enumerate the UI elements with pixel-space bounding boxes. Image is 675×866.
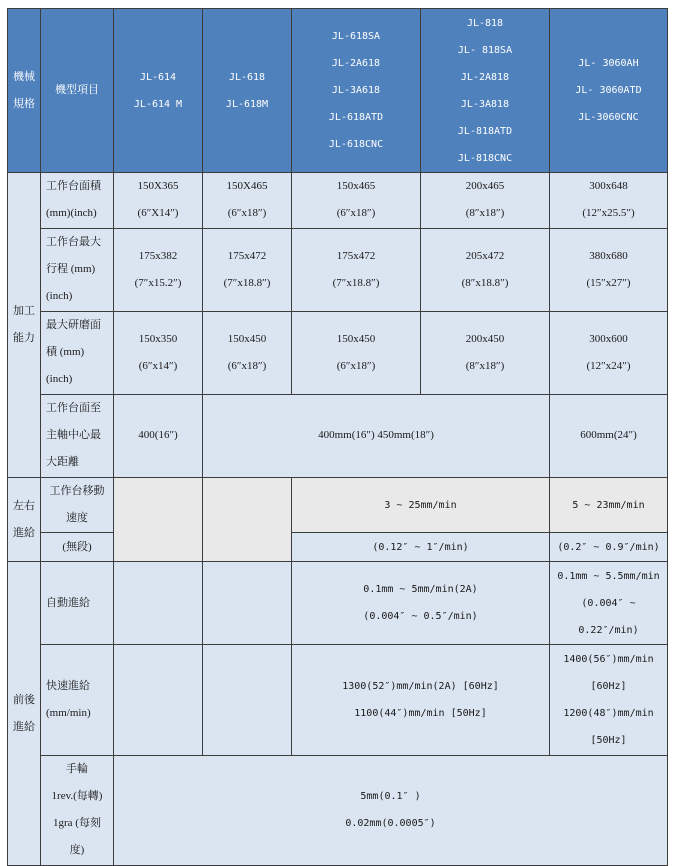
lr-stepless-row: [8, 533, 668, 562]
lr-empty-cell-2: [203, 478, 292, 562]
max-grinding-cell-5: 300x600 (12″x24″): [550, 311, 668, 394]
model-header-4: JL-818 JL- 818SA JL-2A818 JL-3A818 JL-818ATD JL-818CNC: [421, 9, 550, 173]
table-area-cell-2: 150X465 (6″x18″): [203, 173, 292, 228]
table-area-cell-3: 150x465 (6″x18″): [292, 173, 421, 228]
section-capacity: 加工 能力: [8, 173, 41, 478]
model-header-1: JL-614 JL-614 M: [114, 9, 203, 173]
spindle-distance-cell-mid: 400mm(16″) 450mm(18″): [203, 394, 550, 477]
auto-feed-row: [8, 562, 668, 645]
spindle-distance-cell-5: 600mm(24″): [550, 394, 668, 477]
label-lr-speed: 工作台移動 速度: [41, 478, 114, 533]
table-area-cell-4: 200x465 (8″x18″): [421, 173, 550, 228]
max-travel-cell-4: 205x472 (8″x18.8″): [421, 228, 550, 311]
corner-header: 機械 規格: [8, 9, 41, 173]
spec-table: [7, 8, 668, 866]
rapid-feed-mid: 1300(52″)mm/min(2A) [60Hz] 1100(44″)mm/min [50Hz]: [292, 645, 550, 755]
auto-feed-right: 0.1mm ~ 5.5mm/min (0.004″ ~ 0.22″/min): [550, 562, 668, 645]
max-travel-cell-5: 380x680 (15″x27″): [550, 228, 668, 311]
max-travel-cell-2: 175x472 (7″x18.8″): [203, 228, 292, 311]
rapid-feed-cell-1: [114, 645, 203, 755]
lr-speed-right: 5 ~ 23mm/min: [550, 478, 668, 533]
label-max-grinding: 最大研磨面 積 (mm) (inch): [41, 311, 114, 394]
handwheel-row: [8, 755, 668, 865]
table-area-cell-5: 300x648 (12″x25.5″): [550, 173, 668, 228]
auto-feed-cell-1: [114, 562, 203, 645]
max-travel-cell-3: 175x472 (7″x18.8″): [292, 228, 421, 311]
max-grinding-cell-3: 150x450 (6″x18″): [292, 311, 421, 394]
table-area-row: [8, 173, 668, 228]
lr-speed-mid: 3 ~ 25mm/min: [292, 478, 550, 533]
model-header-5: JL- 3060AH JL- 3060ATD JL-3060CNC: [550, 9, 668, 173]
label-auto-feed: 自動進給: [41, 562, 114, 645]
max-travel-cell-1: 175x382 (7″x15.2″): [114, 228, 203, 311]
rapid-feed-row: [8, 645, 668, 755]
rapid-feed-right: 1400(56″)mm/min [60Hz] 1200(48″)mm/min [50Hz]: [550, 645, 668, 755]
max-grinding-cell-2: 150x450 (6″x18″): [203, 311, 292, 394]
label-rapid-feed: 快速進給 (mm/min): [41, 645, 114, 755]
rapid-feed-cell-2: [203, 645, 292, 755]
lr-stepless-mid: (0.12″ ~ 1″/min): [292, 533, 550, 562]
max-travel-row: [8, 228, 668, 311]
max-grinding-row: [8, 311, 668, 394]
section-fb-feed: 前後 進給: [8, 562, 41, 866]
lr-empty-cell-1: [114, 478, 203, 562]
spindle-distance-cell-1: 400(16″): [114, 394, 203, 477]
model-header-2: JL-618 JL-618M: [203, 9, 292, 173]
label-spindle-distance: 工作台面至 主軸中心最 大距離: [41, 394, 114, 477]
lr-stepless-right: (0.2″ ~ 0.9″/min): [550, 533, 668, 562]
label-handwheel: 手輪 1rev.(每轉) 1gra (每刻 度): [41, 755, 114, 865]
handwheel-values: 5mm(0.1″ ) 0.02mm(0.0005″): [114, 755, 668, 865]
label-table-area: 工作台面積 (mm)(inch): [41, 173, 114, 228]
spindle-distance-row: [8, 394, 668, 477]
max-grinding-cell-4: 200x450 (8″x18″): [421, 311, 550, 394]
auto-feed-cell-2: [203, 562, 292, 645]
section-lr-feed: 左右 進給: [8, 478, 41, 562]
auto-feed-mid: 0.1mm ~ 5mm/min(2A) (0.004″ ~ 0.5″/min): [292, 562, 550, 645]
label-stepless: (無段): [41, 533, 114, 562]
header-row: [8, 9, 668, 173]
max-grinding-cell-1: 150x350 (6″x14″): [114, 311, 203, 394]
table-area-cell-1: 150X365 (6″X14″): [114, 173, 203, 228]
model-header-3: JL-618SA JL-2A618 JL-3A618 JL-618ATD JL-618CNC: [292, 9, 421, 173]
lr-speed-row: [8, 478, 668, 533]
item-header: 機型項目: [41, 9, 114, 173]
label-max-travel: 工作台最大 行程 (mm) (inch): [41, 228, 114, 311]
